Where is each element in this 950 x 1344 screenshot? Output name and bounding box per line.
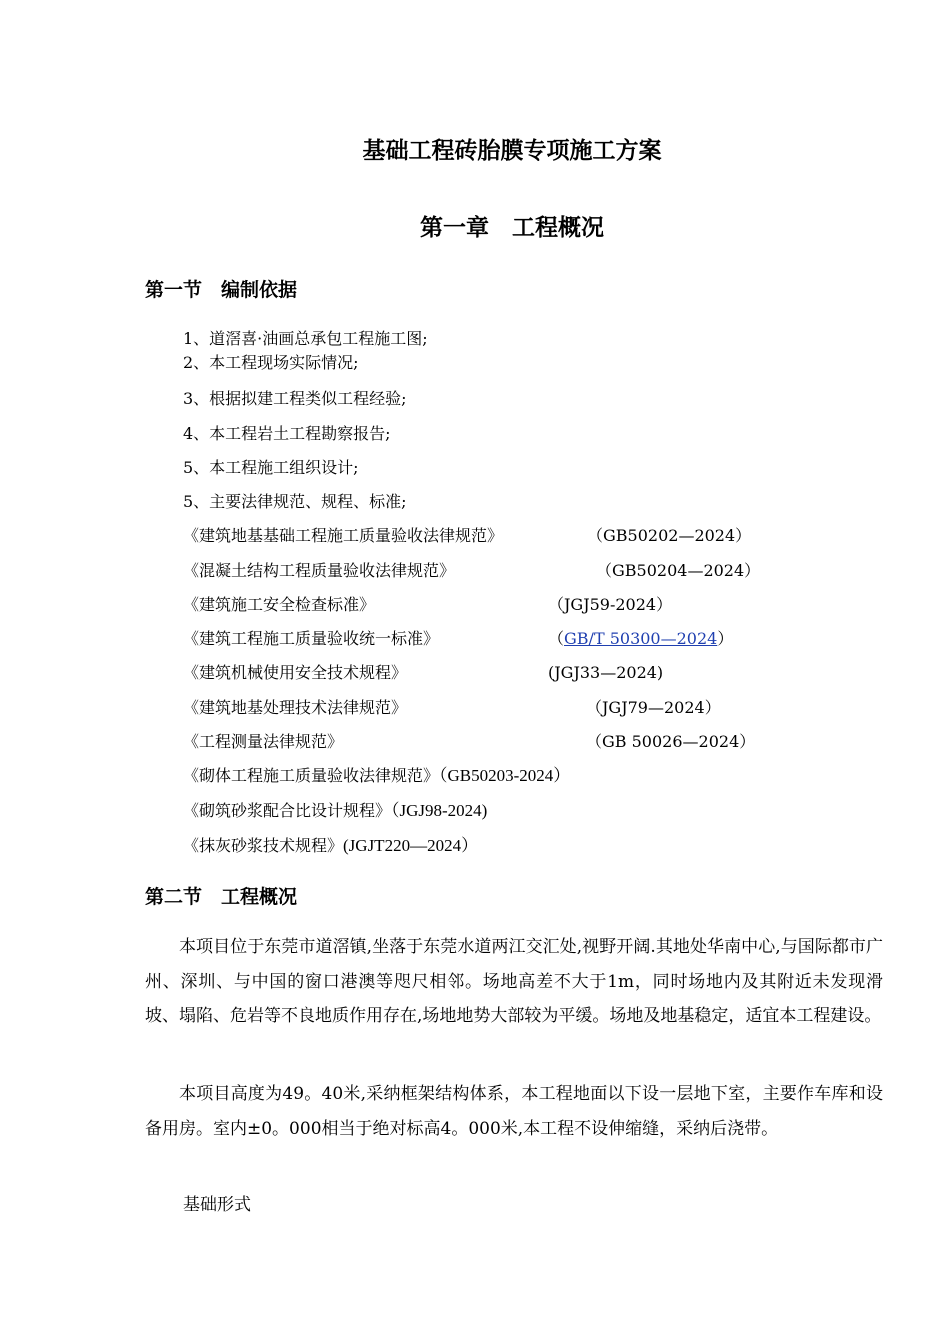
basis-item: 1、道滘喜·油画总承包工程施工图; bbox=[183, 329, 428, 348]
basis-item: 3、根据拟建工程类似工程经验; bbox=[183, 389, 407, 408]
standard-name-text: 《砌筑砂浆配合比设计规程》 bbox=[183, 801, 392, 820]
paragraph-heading: 基础形式 bbox=[183, 1195, 251, 1215]
standard-name-text: 《抹灰砂浆技术规程》 bbox=[183, 836, 344, 855]
standard-name-text: 《砌体工程施工质量验收法律规范》 bbox=[183, 766, 440, 785]
document-title: 基础工程砖胎膜专项施工方案 bbox=[362, 138, 662, 164]
standard-code: （JGJ98-2024) bbox=[391, 801, 488, 820]
code-suffix: ） bbox=[717, 629, 734, 648]
standard-code-link[interactable]: GB/T 50300—2024 bbox=[564, 629, 718, 648]
chapter-title: 第一章 工程概况 bbox=[420, 215, 604, 241]
standard-code: （GB 50026—2024） bbox=[586, 732, 756, 751]
standard-name: 《建筑地基基础工程施工质量验收法律规范》 bbox=[183, 526, 504, 545]
standard-name bbox=[183, 801, 487, 821]
standard-name: 《建筑地基处理技术法律规范》 bbox=[183, 698, 408, 717]
standard-code bbox=[548, 629, 733, 649]
section-title-basis: 第一节 编制依据 bbox=[145, 279, 298, 301]
standard-code: (JGJ33—2024) bbox=[548, 663, 664, 682]
standard-name: 《混凝土结构工程质量验收法律规范》 bbox=[183, 561, 456, 580]
standard-code: （GB50202—2024） bbox=[587, 526, 752, 545]
basis-item: 2、本工程现场实际情况; bbox=[183, 353, 359, 372]
standard-name: 《建筑工程施工质量验收统一标准》 bbox=[183, 629, 440, 648]
standard-name: 《建筑施工安全检查标准》 bbox=[183, 595, 376, 614]
standard-name bbox=[183, 836, 478, 856]
standard-code: (JGJT220—2024） bbox=[343, 836, 479, 855]
paragraph: 本项目高度为49。40米,采纳框架结构体系，本工程地面以下设一层地下室，主要作车库和设备用房。室内±0。000相当于绝对标高4。000米,本工程不设伸缩缝，采纳后浇带。 bbox=[145, 1084, 883, 1139]
basis-item: 5、主要法律规范、规程、标准; bbox=[183, 492, 407, 511]
standard-code: （GB50204—2024） bbox=[596, 561, 761, 580]
standard-name bbox=[183, 766, 570, 786]
code-prefix: （ bbox=[548, 629, 565, 648]
standard-name: 《建筑机械使用安全技术规程》 bbox=[183, 663, 408, 682]
section-title-overview: 第二节 工程概况 bbox=[145, 886, 298, 908]
standard-code: （JGJ59-2024） bbox=[548, 595, 673, 614]
basis-item: 5、本工程施工组织设计; bbox=[183, 458, 359, 477]
basis-item: 4、本工程岩土工程勘察报告; bbox=[183, 424, 391, 443]
standard-code: （JGJ79—2024） bbox=[586, 698, 721, 717]
standard-code: （GB50203-2024） bbox=[439, 766, 571, 785]
paragraph: 本项目位于东莞市道滘镇,坐落于东莞水道两江交汇处,视野开阔.其地处华南中心,与国际都市广州、深圳、与中国的窗口港澳等咫尺相邻。场地高差不大于1m，同时场地内及其附近未发现滑坡、塌陷、危岩等不良地质作用存在,场地地势大部较为平缓。场地及地基稳定，适宜本工程建设。 bbox=[145, 937, 883, 1026]
standard-name: 《工程测量法律规范》 bbox=[183, 732, 344, 751]
